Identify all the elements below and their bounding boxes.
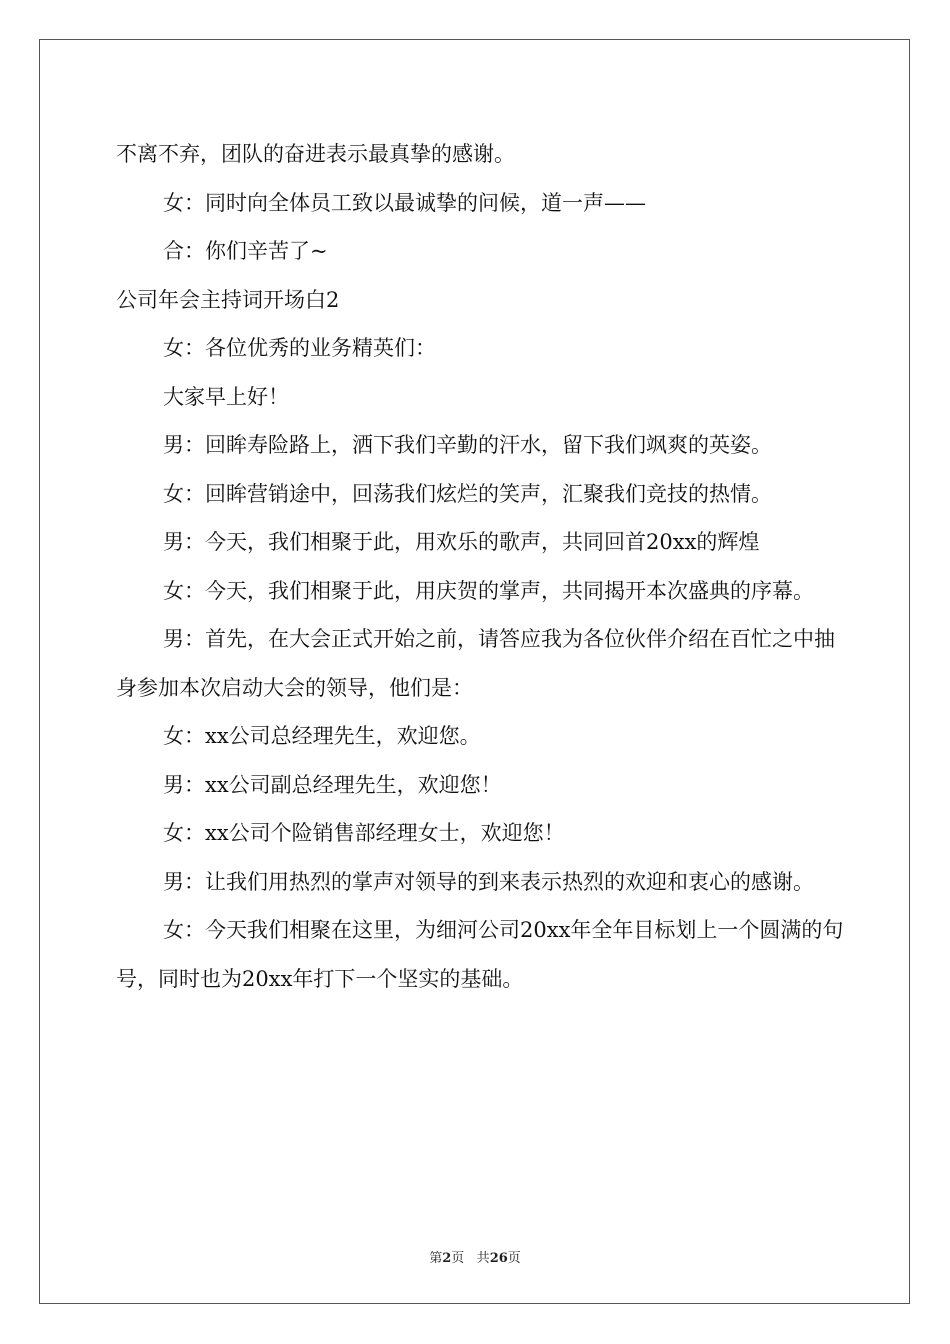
total-page-count: 26 — [489, 1251, 508, 1266]
current-page-number: 2 — [442, 1251, 452, 1266]
paragraph: 不离不弃，团队的奋进表示最真挚的感谢。 — [116, 142, 515, 166]
paragraph: 男：让我们用热烈的掌声对领导的到来表示热烈的欢迎和衷心的感谢。 — [163, 869, 814, 894]
footer-page-word: 页 — [451, 1251, 465, 1266]
paragraph: 女：各位优秀的业务精英们： — [163, 336, 436, 360]
document-body — [116, 130, 846, 1003]
paragraph: 女：xx公司总经理先生，欢迎您。 — [163, 724, 481, 748]
footer-total-prefix: 共 — [476, 1251, 490, 1266]
paragraph: 男：xx公司副总经理先生，欢迎您！ — [163, 772, 502, 797]
paragraph: 女：回眸营销途中，回荡我们炫烂的笑声，汇聚我们竞技的热情。 — [163, 481, 772, 506]
paragraph: 男：首先，在大会正式开始之前，请答应我为各位伙伴介绍在百忙之中抽身参加本次启动大会的领导，他们是： — [116, 627, 835, 700]
paragraph: 女：xx公司个险销售部经理女士，欢迎您！ — [163, 821, 565, 845]
paragraph: 合：你们辛苦了~ — [163, 239, 328, 263]
footer-prefix: 第 — [429, 1251, 443, 1266]
footer-total-suffix: 页 — [507, 1251, 521, 1266]
paragraph: 女：今天我们相聚在这里，为细河公司20xx年全年目标划上一个圆满的句号，同时也为20xx年打下一个坚实的基础。 — [116, 918, 844, 991]
paragraph: 男：回眸寿险路上，洒下我们辛勤的汗水，留下我们飒爽的英姿。 — [163, 433, 772, 457]
paragraph: 女：今天，我们相聚于此，用庆贺的掌声，共同揭开本次盛典的序幕。 — [163, 578, 814, 603]
page-footer — [0, 1247, 950, 1266]
paragraph: 男：今天，我们相聚于此，用欢乐的歌声，共同回首20xx的辉煌 — [163, 530, 760, 554]
section-heading: 公司年会主持词开场白2 — [116, 287, 340, 312]
paragraph: 大家早上好！ — [163, 384, 289, 409]
paragraph: 女：同时向全体员工致以最诚挚的问候，道一声—— — [163, 190, 646, 215]
